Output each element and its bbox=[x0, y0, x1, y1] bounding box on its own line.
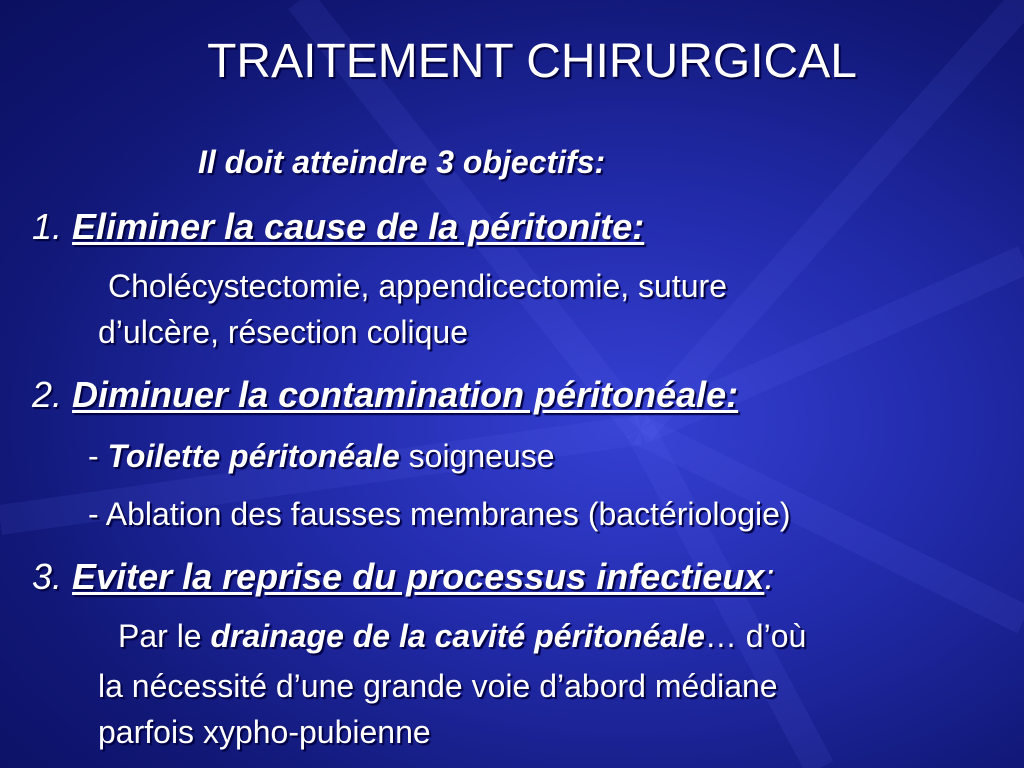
objective-title: Diminuer la contamination péritonéale: bbox=[72, 374, 739, 415]
objective-title: Eliminer la cause de la péritonite: bbox=[72, 206, 645, 247]
objective-title: Eviter la reprise du processus infectieux bbox=[72, 556, 765, 597]
line-rest: … d’où bbox=[704, 618, 807, 654]
intro-line: Il doit atteindre 3 objectifs: bbox=[198, 144, 606, 180]
item-dash: - bbox=[88, 438, 108, 474]
objective-number: 3. bbox=[32, 556, 63, 597]
objective-1-heading bbox=[32, 206, 644, 248]
objective-2-item: - Ablation des fausses membranes (bactériologie) bbox=[88, 496, 791, 532]
item-rest: soigneuse bbox=[399, 438, 555, 474]
line-prefix: Par le bbox=[118, 618, 211, 654]
slide-title: TRAITEMENT CHIRURGICAL bbox=[207, 35, 857, 88]
objective-3-heading bbox=[32, 556, 774, 598]
objective-3-line bbox=[118, 616, 806, 656]
objective-2-heading bbox=[32, 374, 738, 416]
item-emphasis: Toilette péritonéale bbox=[107, 438, 400, 474]
objective-number: 1. bbox=[32, 206, 63, 247]
objective-1-line: d’ulcère, résection colique bbox=[98, 314, 468, 350]
objective-number: 2. bbox=[32, 374, 63, 415]
line-emphasis: drainage de la cavité péritonéale bbox=[210, 618, 705, 654]
objective-2-item bbox=[88, 436, 555, 476]
objective-title-suffix: : bbox=[764, 556, 775, 597]
objective-3-line: parfois xypho-pubienne bbox=[98, 714, 431, 750]
objective-3-line: la nécessité d’une grande voie d’abord médiane bbox=[98, 668, 778, 704]
objective-1-line: Cholécystectomie, appendicectomie, suture bbox=[108, 268, 727, 304]
